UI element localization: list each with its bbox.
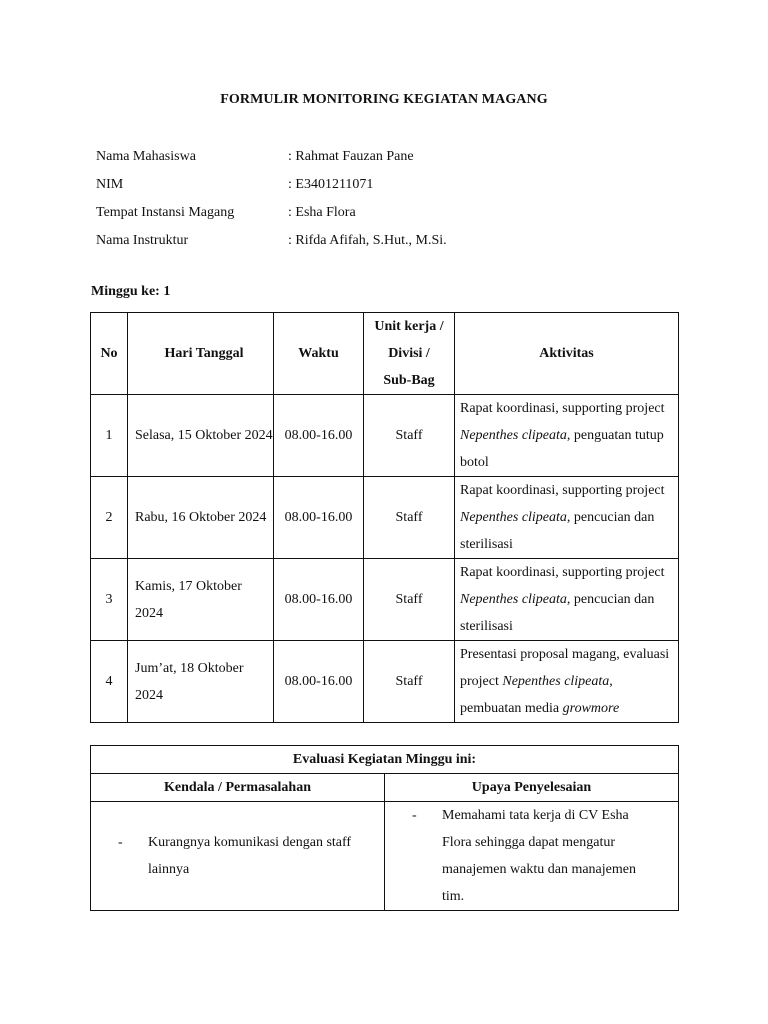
table-row (91, 395, 679, 477)
cell-no: 4 (91, 641, 128, 723)
problem-bullet (118, 829, 364, 883)
header-unit-line: Divisi / (388, 346, 430, 361)
cell-activity (455, 395, 679, 477)
info-row-nim (96, 175, 447, 203)
cell-date: Rabu, 16 Oktober 2024 (128, 477, 274, 559)
info-row-institution (96, 203, 447, 231)
info-label: NIM (96, 177, 124, 192)
table-row (91, 559, 679, 641)
info-value: : E3401211071 (288, 177, 374, 192)
header-problem: Kendala / Permasalahan (91, 774, 385, 802)
evaluation-header-row (91, 774, 679, 802)
bullet-dash: - (412, 808, 417, 823)
cell-time: 08.00-16.00 (274, 641, 364, 723)
info-value: : Rahmat Fauzan Pane (288, 149, 414, 164)
cell-no: 2 (91, 477, 128, 559)
cell-activity (455, 477, 679, 559)
table-header-row (91, 313, 679, 395)
activity-text: , pencucian dan sterilisasi (460, 510, 655, 552)
activity-table (90, 312, 679, 723)
info-label: Tempat Instansi Magang (96, 205, 235, 220)
cell-problem (91, 802, 385, 911)
header-unit-line: Sub-Bag (383, 373, 435, 388)
form-title: FORMULIR MONITORING KEGIATAN MAGANG (220, 92, 548, 107)
problem-text: Kurangnya komunikasi dengan staff lainnya (148, 835, 352, 877)
activity-text: Rapat koordinasi, supporting project (460, 483, 665, 498)
activity-text: Rapat koordinasi, supporting project (460, 565, 665, 580)
cell-unit: Staff (364, 395, 455, 477)
species-name: Nepenthes clipeata (460, 510, 567, 525)
info-row-instructor (96, 231, 447, 259)
cell-no: 1 (91, 395, 128, 477)
evaluation-table (90, 745, 679, 911)
table-row (91, 641, 679, 723)
activity-text: Rapat koordinasi, supporting project (460, 401, 665, 416)
header-unit-line: Unit kerja / (374, 319, 444, 334)
cell-date: Kamis, 17 Oktober 2024 (128, 559, 274, 641)
table-row (91, 477, 679, 559)
evaluation-row (91, 802, 679, 911)
cell-activity (455, 559, 679, 641)
info-label: Nama Mahasiswa (96, 149, 196, 164)
info-row-name (96, 147, 447, 175)
week-label: Minggu ke: 1 (91, 284, 171, 299)
species-name: Nepenthes clipeata (460, 428, 567, 443)
solution-text: Memahami tata kerja di CV Esha Flora sehingga dapat mengatur manajemen waktu dan manajemen tim. (442, 808, 636, 904)
cell-time: 08.00-16.00 (274, 477, 364, 559)
activity-text: , penguatan tutup botol (460, 428, 664, 470)
header-time: Waktu (274, 313, 364, 395)
activity-text: Presentasi proposal magang, evaluasi project (460, 647, 670, 689)
header-unit (364, 313, 455, 395)
activity-text: , pembuatan media (460, 674, 613, 716)
header-date: Hari Tanggal (128, 313, 274, 395)
cell-no: 3 (91, 559, 128, 641)
media-name: growmore (562, 701, 620, 716)
evaluation-title: Evaluasi Kegiatan Minggu ini: (91, 746, 679, 774)
cell-date: Selasa, 15 Oktober 2024 (128, 395, 274, 477)
cell-solution (385, 802, 679, 911)
evaluation-title-row (91, 746, 679, 774)
header-activity: Aktivitas (455, 313, 679, 395)
cell-activity (455, 641, 679, 723)
cell-time: 08.00-16.00 (274, 559, 364, 641)
cell-unit: Staff (364, 641, 455, 723)
info-value: : Rifda Afifah, S.Hut., M.Si. (288, 233, 447, 248)
cell-date: Jum’at, 18 Oktober 2024 (128, 641, 274, 723)
header-solution: Upaya Penyelesaian (385, 774, 679, 802)
species-name: Nepenthes clipeata (502, 674, 610, 689)
solution-bullet (412, 802, 658, 910)
species-name: Nepenthes clipeata (460, 592, 567, 607)
cell-unit: Staff (364, 559, 455, 641)
cell-unit: Staff (364, 477, 455, 559)
info-value: : Esha Flora (288, 205, 356, 220)
header-no: No (91, 313, 128, 395)
bullet-dash: - (118, 835, 123, 850)
activity-text: , pencucian dan sterilisasi (460, 592, 655, 634)
cell-time: 08.00-16.00 (274, 395, 364, 477)
info-label: Nama Instruktur (96, 233, 189, 248)
student-info (96, 147, 447, 259)
